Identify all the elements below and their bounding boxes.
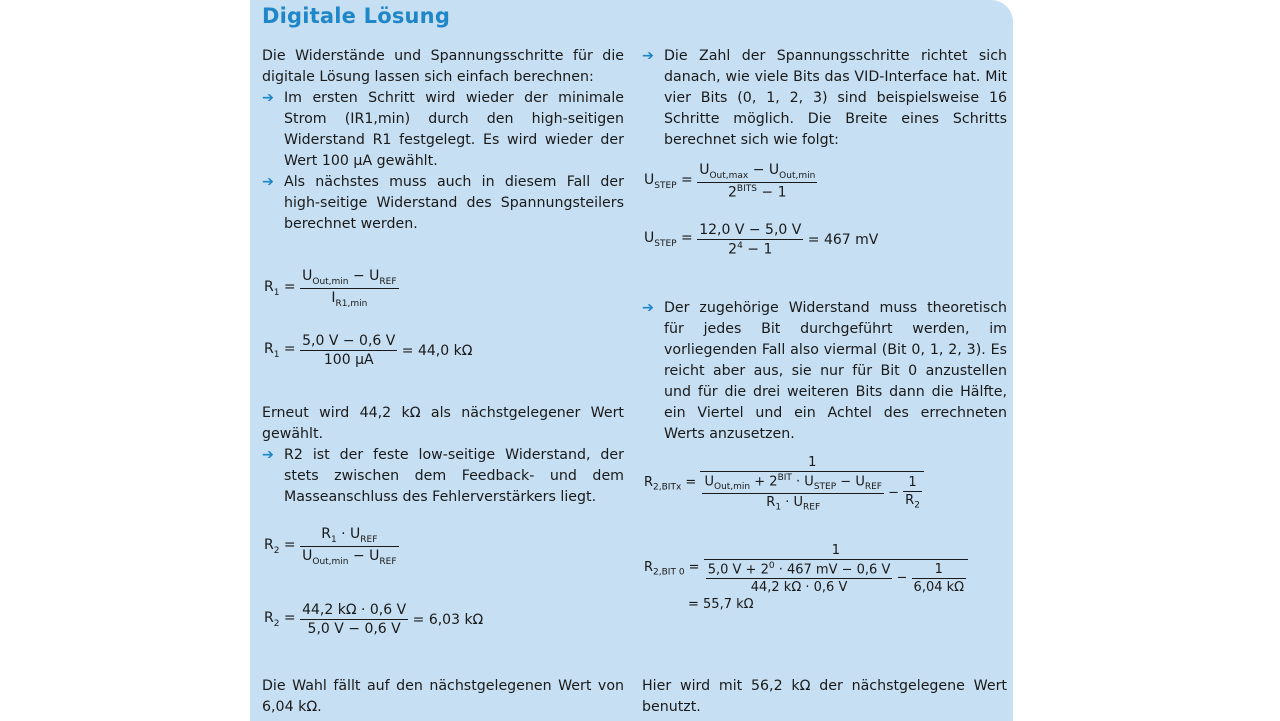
left-column-3	[262, 676, 624, 718]
equation-r1-value: $R_1$ = $\frac{5,0 V - 0,6 V}{\text{100 µA}}$ = 44,0 kΩ	[264, 333, 473, 368]
left-column	[262, 46, 624, 235]
equation-ustep-value: $U_{STEP}$ = $\frac{12,0 V - 5,0 V}{2^4 - 1}$ = 467 mV	[644, 222, 879, 258]
bullet-item	[262, 88, 624, 172]
arrow-right-icon: ➔	[642, 300, 654, 316]
right-column-2	[642, 298, 1007, 445]
paragraph: Hier wird mit 56,2 kΩ der nächstgelegene Wert benutzt.	[642, 678, 1007, 715]
arrow-right-icon: ➔	[642, 48, 654, 64]
left-column-2	[262, 403, 624, 508]
arrow-right-icon: ➔	[262, 174, 274, 190]
equation-ustep-formula: $U_{STEP}$ = $\frac{U_{Out,max} - U_{Out,min}}{2^{BITS} - 1}$	[644, 162, 816, 201]
arrow-right-icon: ➔	[262, 447, 274, 463]
intro-paragraph: Die Widerstände und Spannungsschritte für die digitale Lösung lassen sich einfach berechnen:	[262, 48, 624, 85]
equation-r2bitx-formula: $R_{2,BITx}$ = 1 $\frac{U_{Out,min} + 2^{BIT} \cdot U_{STEP} - U_{REF}}{R_1 \cdot U_{REF}}$ − $\frac{1}{R_2}$	[644, 455, 924, 513]
bullet-text: R2 ist der feste low-seitige Widerstand, der stets zwischen dem Feedback- und dem Masseanschluss des Fehlerverstärkers liegt.	[284, 447, 624, 505]
arrow-right-icon: ➔	[262, 90, 274, 106]
bullet-item	[262, 445, 624, 508]
paragraph: Erneut wird 44,2 kΩ als nächstgelegener Wert gewählt.	[262, 405, 624, 442]
equation-r2bit0-value: $R_{2,BIT 0}$ = 1 $\frac{5,0 V + 2^0 \cdot 467 mV - 0,6 V}{44,2 k\Omega \cdot 0,6 V}$ − $\frac{1}{6,04 k\Omega}$ = 55,7 kΩ	[644, 543, 968, 612]
bullet-text: Der zugehörige Widerstand muss theoretisch für jedes Bit durchgeführt werden, im vorliegenden Fall also viermal (Bit 0, 1, 2, 3). Es reicht aber aus, sie nur für Bit 0 anzustellen und für die drei weiteren Bits dann die Hälfte, ein Viertel und ein Achtel des errechneten Werts anzusetzen.	[664, 300, 1007, 442]
equation-r2-value: $R_2$ = $\frac{44,2 k\Omega \cdot 0,6 V}{5,0 V - 0,6 V}$ = 6,03 kΩ	[264, 602, 484, 637]
bullet-text: Als nächstes muss auch in diesem Fall der high-seitige Widerstand des Spannungsteilers berechnet werden.	[284, 174, 624, 232]
bullet-text: Im ersten Schritt wird wieder der minimale Strom (IR1,min) durch den high-seitigen Widerstand R1 festgelegt. Es wird wieder der Wert 100 µA gewählt.	[284, 90, 624, 169]
bullet-item	[642, 46, 1007, 151]
info-box	[250, 0, 1013, 721]
bullet-text: Die Zahl der Spannungsschritte richtet sich danach, wie viele Bits das VID-Interface hat. Mit vier Bits (0, 1, 2, 3) sind beispielsweise 16 Schritte möglich. Die Breite eines Schritts berechnet sich wie folgt:	[664, 48, 1007, 148]
paragraph: Die Wahl fällt auf den nächstgelegenen Wert von 6,04 kΩ.	[262, 678, 624, 715]
right-column	[642, 46, 1007, 151]
equation-r2-formula: $R_2$ = $\frac{R_1 \cdot U_{REF}}{U_{Out,min} - U_{REF}}$	[264, 526, 397, 567]
equation-r1-formula: $R_1$ = $\frac{U_{Out,min} - U_{REF}}{I_{R1,min}}$	[264, 268, 397, 309]
right-column-3	[642, 676, 1007, 718]
section-title: Digitale Lösung	[262, 4, 451, 28]
bullet-item	[642, 298, 1007, 445]
bullet-item	[262, 172, 624, 235]
equation-result: = 55,7 kΩ	[688, 597, 754, 613]
